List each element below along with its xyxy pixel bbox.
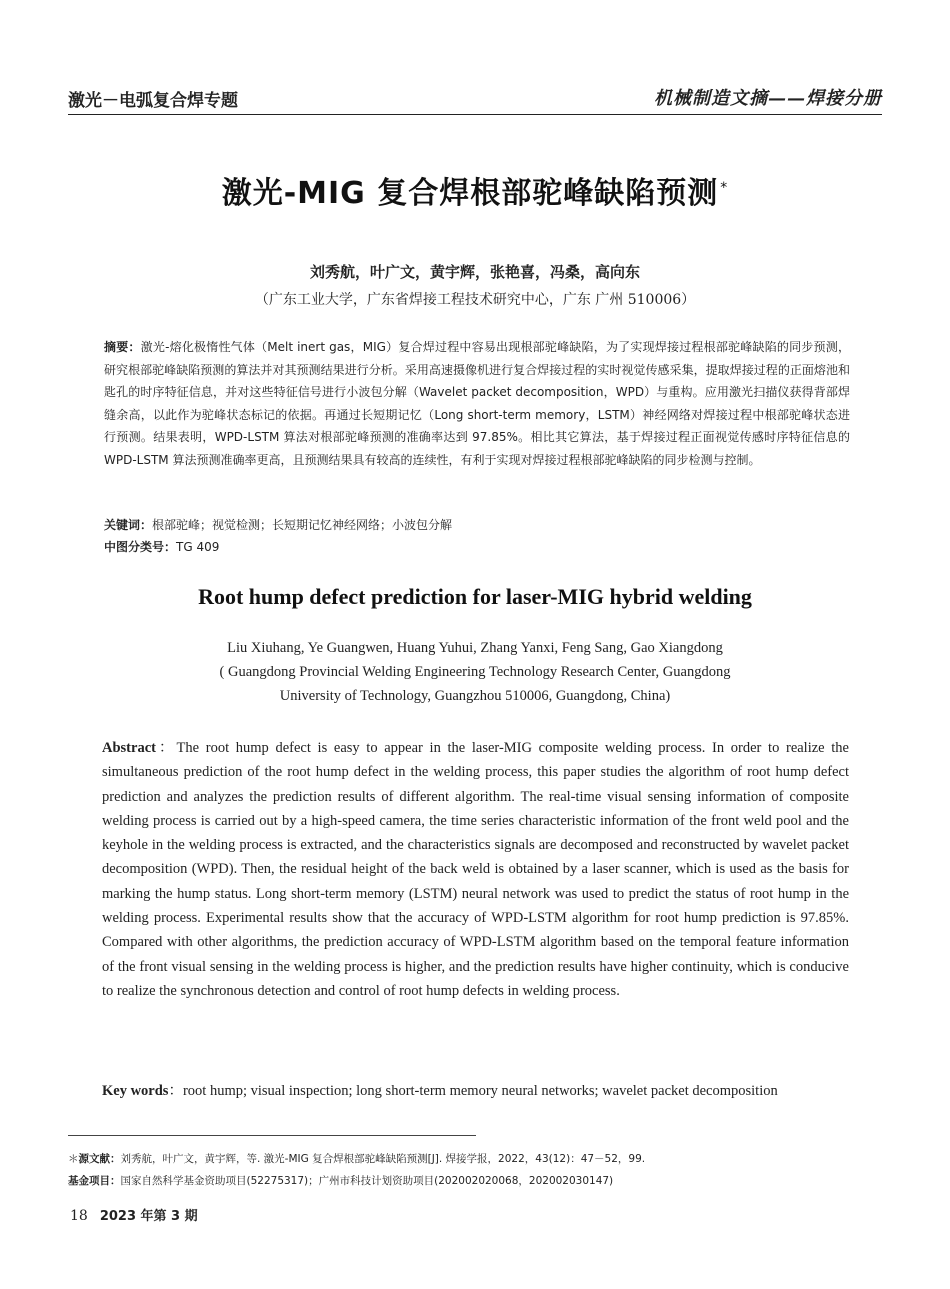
title-footnote-mark: * (720, 180, 729, 196)
en-keywords-text: root hump; visual inspection; long short-term memory neural networks; wavelet packet decomposition (182, 1083, 778, 1099)
cn-affiliation: （广东工业大学，广东省焊接工程技术研究中心，广东 广州 510006） (254, 292, 696, 308)
footnote-mark: ＊ (68, 1153, 79, 1165)
footnote-fund-label: 基金项目： (68, 1175, 121, 1187)
en-title: Root hump defect prediction for laser-MIG hybrid welding (198, 584, 752, 609)
page-footer (70, 1205, 198, 1224)
issue-label: 2023 年第 3 期 (99, 1209, 198, 1224)
cn-class-value: TG 409 (176, 540, 220, 554)
cn-title-text: 激光-MIG 复合焊根部驼峰缺陷预测 (221, 176, 719, 211)
cn-keywords-label: 关键词： (104, 518, 153, 532)
page-number: 18 (70, 1208, 88, 1224)
en-keywords-colon: ： (168, 1083, 183, 1099)
footnote-fund-text: 国家自然科学基金资助项目(52275317)；广州市科技计划资助项目(202002020068，202002030147) (120, 1175, 614, 1187)
header-journal: 机械制造文摘——焊接分册 (654, 88, 882, 109)
footnote-source-text: 刘秀航，叶广文，黄宇辉，等. 激光-MIG 复合焊根部驼峰缺陷预测[J]. 焊接学报，2022，43(12)：47－52，99. (120, 1153, 646, 1165)
en-affiliation-line2: University of Technology, Guangzhou 510006, Guangdong, China) (279, 688, 671, 704)
cn-classification (104, 536, 850, 558)
header-topic: 激光－电弧复合焊专题 (68, 91, 238, 111)
en-abstract-text: The root hump defect is easy to appear in the laser-MIG composite welding process. In order to realize the simultaneous prediction of the root hump defect in the welding process, this paper studies the algorithm of root hump defect prediction and analyzes the prediction results of different algorithm. The real-time visual sensing information of composite welding process is carried out by a high-speed camera, the time series characteristic information of the front weld pool and the keyhole in the welding process is extracted, and the characteristics signals are decomposed and reconstructed by wavelet packet decomposition (WPD). Then, the residual height of the back weld is obtained by a laser scanner, which is used as the basis for marking the hump status. Long short-term memory (LSTM) neural network was used to predict the status of root hump in the welding process. Experimental results show that the accuracy of WPD-LSTM algorithm for root hump prediction is 97.85%. Compared with other algorithms, the prediction accuracy of WPD-LSTM algorithm based on the temporal feature information of the front visual sensing in the welding process is higher, and the prediction results have higher continuity, which is conducive to realize the synchronous detection and control of root hump defects in welding process. (102, 740, 849, 999)
en-abstract (102, 736, 849, 1003)
footnote-source-label: 源文献： (78, 1153, 121, 1165)
en-authors: Liu Xiuhang, Ye Guangwen, Huang Yuhui, Zhang Yanxi, Feng Sang, Gao Xiangdong (227, 640, 723, 656)
footnote-fund (68, 1173, 888, 1188)
en-keywords-label: Key words (102, 1083, 169, 1099)
cn-abstract (104, 336, 850, 471)
cn-abstract-text: 激光-熔化极惰性气体（Melt inert gas，MIG）复合焊过程中容易出现根部驼峰缺陷，为了实现焊接过程根部驼峰缺陷的同步预测，研究根部驼峰缺陷预测的算法并对其预测结果进行分析。采用高速摄像机进行复合焊接过程的实时视觉传感采集，提取焊接过程的正面熔池和匙孔的时序特征信息，并对这些特征信号进行小波包分解（Wavelet packet decomposition，WPD）与重构。应用激光扫描仪获得背部焊缝余高，以此作为驼峰状态标记的依据。再通过长短期记忆（Long short-term memory，LSTM）神经网络对焊接过程中根部驼峰状态进行预测。结果表明，WPD-LSTM 算法对根部驼峰预测的准确率达到 97.85%。相比其它算法，基于焊接过程正面视觉传感时序特征信息的 WPD-LSTM 算法预测准确率更高，且预测结果具有较高的连续性，有利于实现对焊接过程根部驼峰缺陷的同步检测与控制。 (104, 340, 850, 467)
cn-class-label: 中图分类号： (104, 540, 177, 554)
en-keywords (102, 1079, 849, 1103)
en-abstract-label: Abstract (102, 740, 156, 756)
cn-abstract-label: 摘要： (104, 340, 141, 354)
en-abstract-colon: ： (155, 740, 177, 756)
footnote-source (68, 1151, 888, 1166)
cn-keywords (104, 514, 850, 536)
running-header (68, 84, 882, 115)
footnote-divider (68, 1135, 476, 1136)
cn-authors: 刘秀航，叶广文，黄宇辉，张艳喜，冯桑，高向东 (309, 263, 640, 281)
en-affiliation-line1: ( Guangdong Provincial Welding Engineering Technology Research Center, Guangdong (219, 664, 731, 680)
cn-keywords-text: 根部驼峰；视觉检测；长短期记忆神经网络；小波包分解 (152, 518, 453, 532)
cn-title (0, 168, 950, 212)
